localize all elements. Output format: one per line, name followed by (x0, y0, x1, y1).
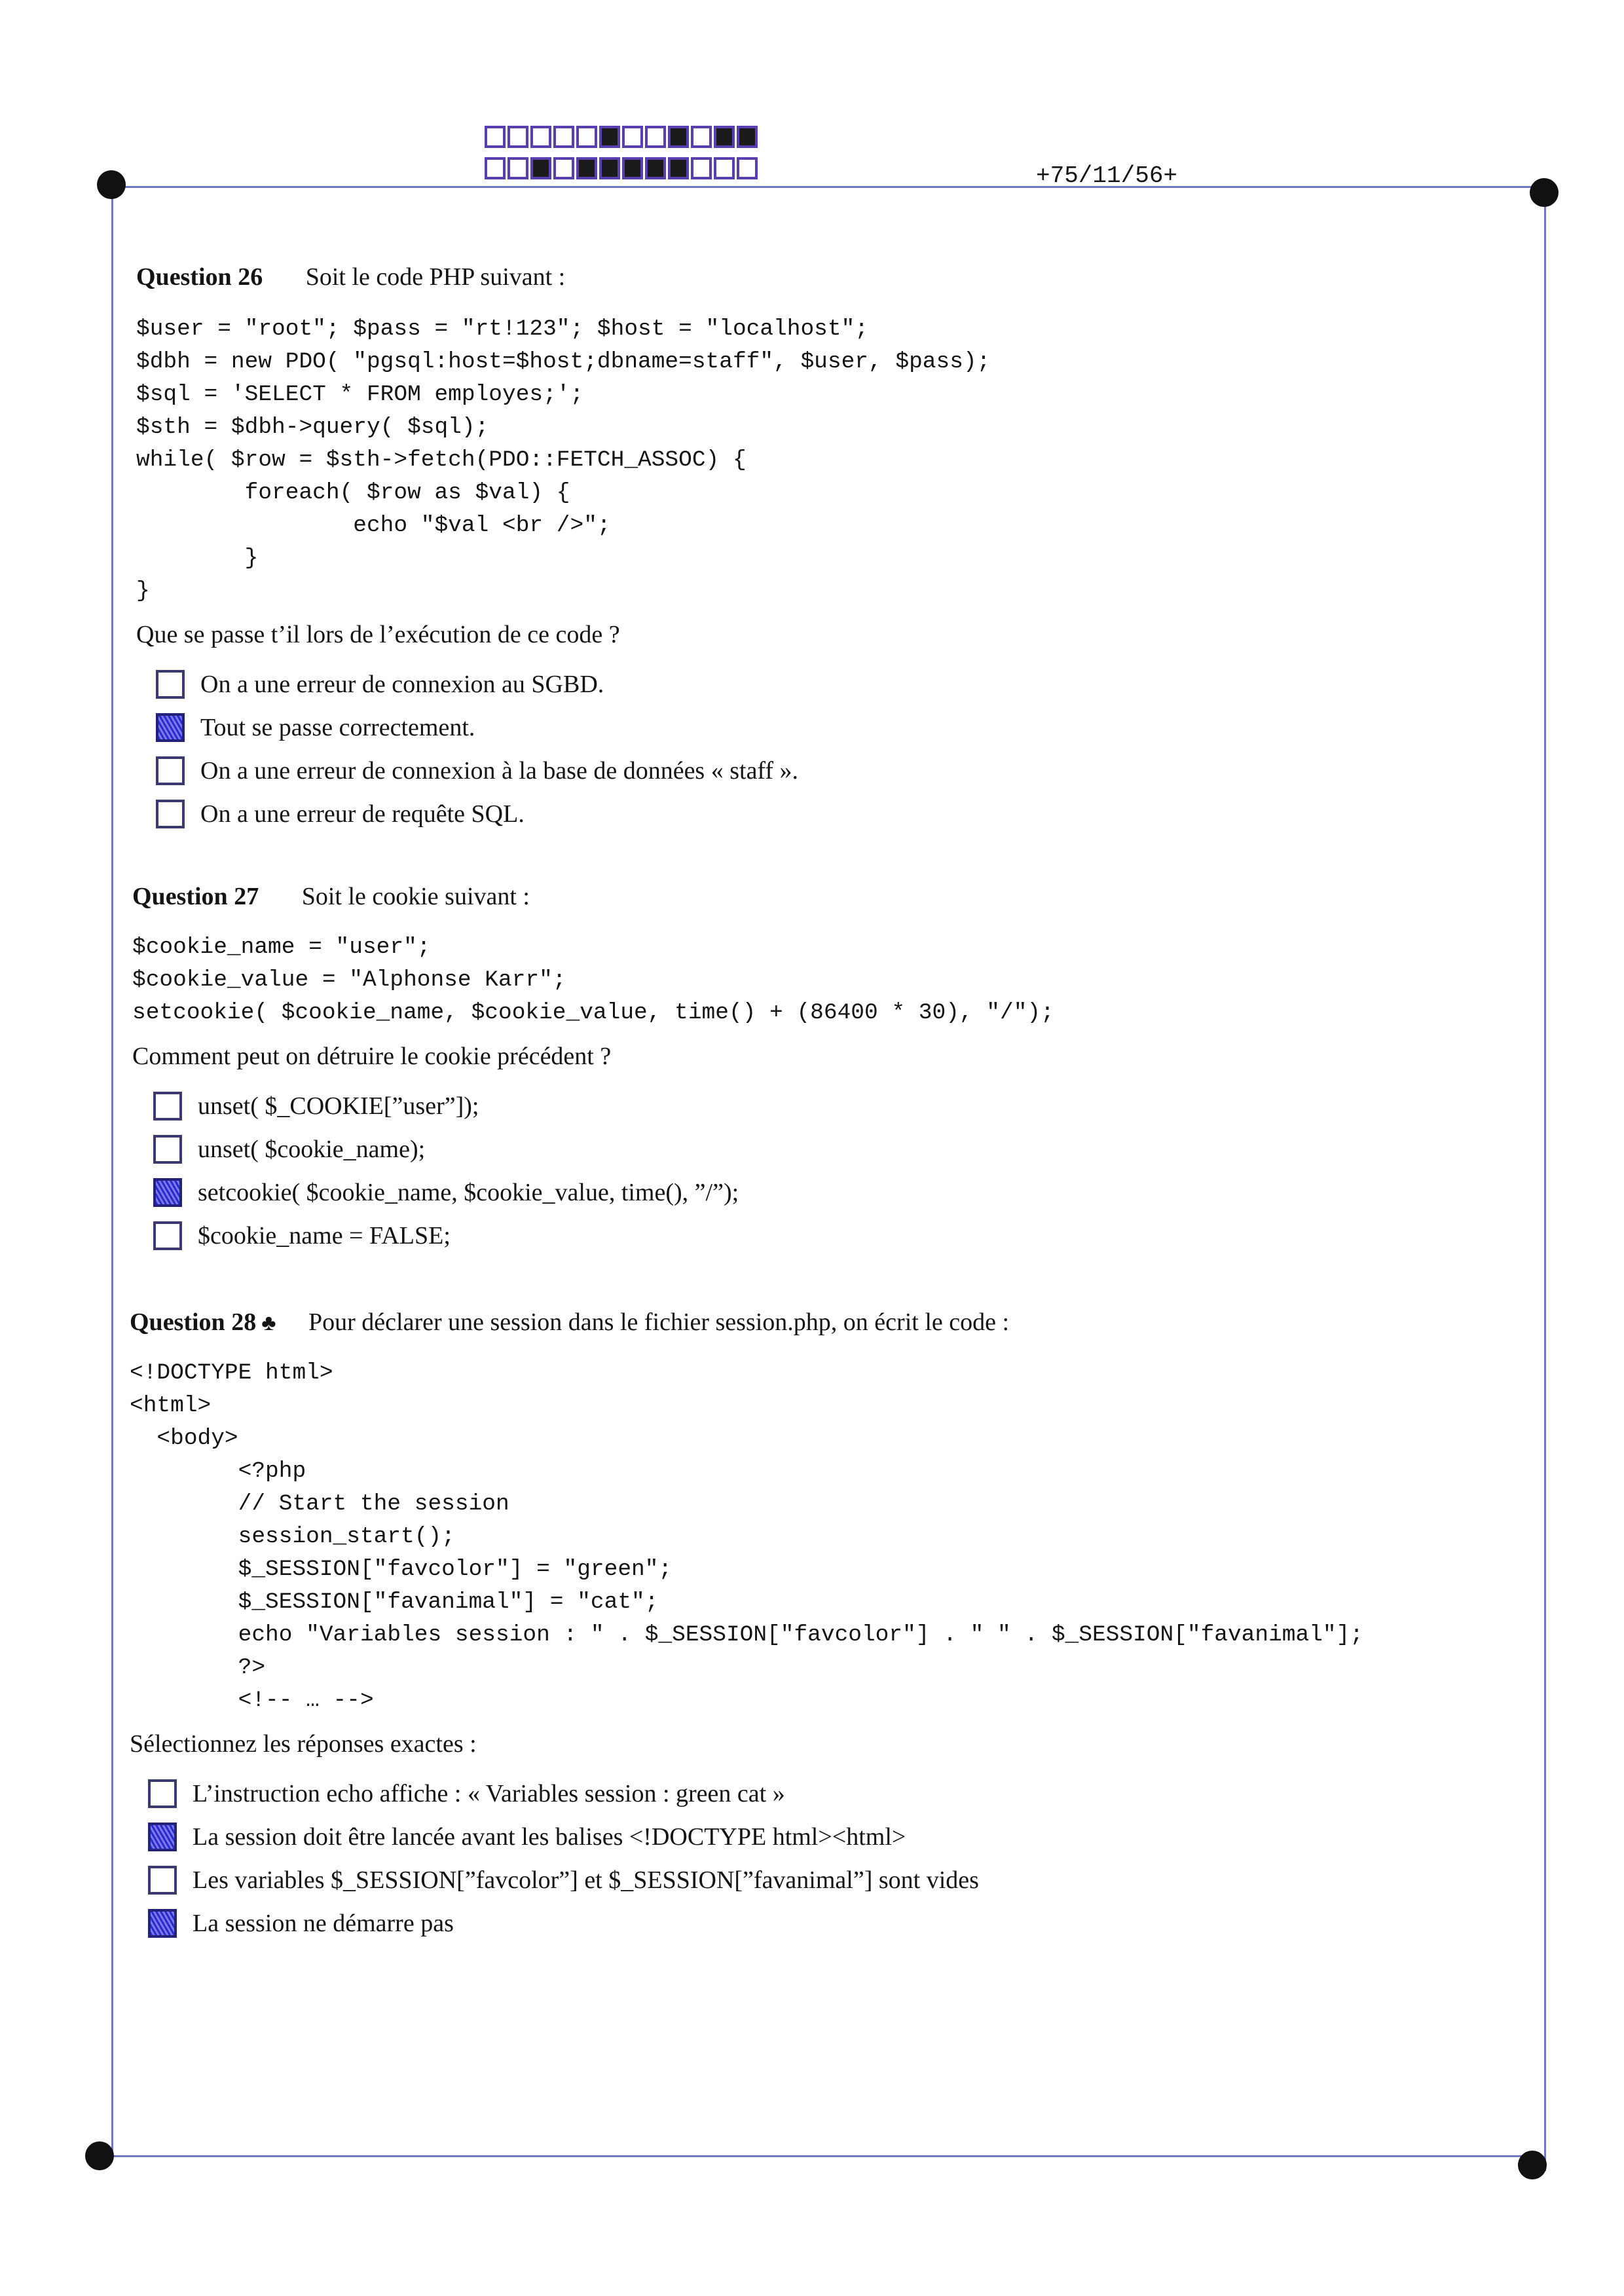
barcode-cell (530, 157, 551, 179)
code-line: foreach( $row as $val) { (136, 480, 570, 506)
answer-checkbox[interactable] (153, 1092, 182, 1120)
question-header (132, 880, 1054, 913)
answer-option[interactable] (156, 663, 990, 706)
barcode-cell (485, 126, 506, 148)
question-intro: Soit le cookie suivant : (301, 883, 530, 910)
multiple-answers-club-icon: ♣ (261, 1311, 276, 1335)
answer-text: On a une erreur de connexion à la base de données « staff ». (200, 757, 799, 785)
corner-mark-bottom-right (1518, 2151, 1547, 2179)
answer-option[interactable] (156, 792, 990, 836)
barcode-cell (737, 157, 758, 179)
code-block (132, 931, 1054, 1029)
answer-option[interactable] (156, 706, 990, 749)
question-label: Question 26 (136, 263, 263, 291)
code-line: $_SESSION["favcolor"] = "green"; (130, 1557, 673, 1582)
answer-option[interactable] (153, 1214, 1054, 1257)
answer-text: On a une erreur de connexion au SGBD. (200, 671, 604, 698)
answer-option[interactable] (148, 1772, 1363, 1815)
answer-option[interactable] (148, 1859, 1363, 1902)
question-prompt: Comment peut on détruire le cookie précédent ? (132, 1043, 612, 1070)
barcode-cell (737, 126, 758, 148)
code-block (130, 1357, 1363, 1717)
answer-text: Tout se passe correctement. (200, 714, 475, 741)
code-line: $sth = $dbh->query( $sql); (136, 415, 489, 440)
question-27 (132, 880, 1054, 1257)
answer-text: Les variables $_SESSION[”favcolor”] et $_SESSION[”favanimal”] sont vides (193, 1866, 979, 1894)
question-28 (130, 1306, 1363, 1945)
answer-checkbox[interactable] (156, 713, 185, 742)
barcode-cell (622, 157, 643, 179)
code-line: } (136, 546, 259, 571)
question-prompt: Que se passe t’il lors de l’exécution de ce code ? (136, 621, 620, 648)
barcode-cell (553, 157, 574, 179)
barcode-cell (622, 126, 643, 148)
frame-top-line (111, 186, 1545, 188)
answer-checkbox[interactable] (156, 670, 185, 699)
code-line: setcookie( $cookie_name, $cookie_value, time() + (86400 * 30), "/"); (132, 1000, 1054, 1026)
answer-option[interactable] (153, 1128, 1054, 1171)
code-line: while( $row = $sth->fetch(PDO::FETCH_ASSOC) { (136, 447, 747, 473)
question-prompt: Sélectionnez les réponses exactes : (130, 1730, 477, 1758)
barcode-cell (576, 126, 597, 148)
answer-text: setcookie( $cookie_name, $cookie_value, time(), ”/”); (198, 1179, 739, 1206)
code-line: } (136, 578, 150, 604)
answer-text: On a une erreur de requête SQL. (200, 800, 525, 828)
code-line: $cookie_value = "Alphonse Karr"; (132, 967, 566, 993)
barcode-cell (576, 157, 597, 179)
question-header (130, 1306, 1363, 1340)
corner-mark-top-right (1530, 178, 1559, 207)
answer-checkbox[interactable] (156, 800, 185, 828)
barcode-cell (553, 126, 574, 148)
frame-right-line (1544, 193, 1546, 2171)
answer-list (153, 1084, 1054, 1257)
answer-checkbox[interactable] (148, 1866, 177, 1895)
answer-text: La session ne démarre pas (193, 1910, 454, 1937)
code-line: $user = "root"; $pass = "rt!123"; $host = "localhost"; (136, 316, 868, 342)
answer-checkbox[interactable] (148, 1823, 177, 1851)
question-intro: Soit le code PHP suivant : (305, 263, 566, 291)
barcode-cell (599, 157, 620, 179)
answer-checkbox[interactable] (156, 756, 185, 785)
answer-option[interactable] (153, 1084, 1054, 1128)
code-block (136, 313, 990, 608)
answer-checkbox[interactable] (153, 1221, 182, 1250)
barcode-row-1 (485, 126, 760, 148)
question-intro: Pour déclarer une session dans le fichier session.php, on écrit le code : (308, 1308, 1010, 1336)
question-label: Question 28 (130, 1308, 257, 1336)
answer-option[interactable] (156, 749, 990, 792)
code-line: echo "Variables session : " . $_SESSION["favcolor"] . " " . $_SESSION["favanimal"]; (130, 1622, 1364, 1648)
question-label: Question 27 (132, 883, 259, 910)
code-line: <body> (130, 1426, 238, 1451)
code-line: <!-- … --> (130, 1688, 374, 1713)
corner-mark-bottom-left (85, 2141, 114, 2170)
answer-checkbox[interactable] (148, 1779, 177, 1808)
code-line: <html> (130, 1393, 212, 1418)
code-line: // Start the session (130, 1491, 509, 1517)
barcode-row-2 (485, 157, 760, 179)
code-line: ?> (130, 1655, 266, 1680)
barcode-cell (485, 157, 506, 179)
answer-list (156, 663, 990, 836)
answer-text: unset( $cookie_name); (198, 1136, 426, 1163)
code-line: echo "$val <br />"; (136, 513, 611, 538)
barcode-cell (714, 126, 735, 148)
code-line: $sql = 'SELECT * FROM employes;'; (136, 382, 584, 407)
page-id: +75/11/56+ (1036, 162, 1178, 189)
answer-checkbox[interactable] (153, 1135, 182, 1164)
question-header (136, 261, 990, 293)
answer-text: La session doit être lancée avant les balises <!DOCTYPE html><html> (193, 1823, 906, 1851)
barcode-cell (714, 157, 735, 179)
barcode-cell (599, 126, 620, 148)
barcode-cell (507, 126, 528, 148)
answer-option[interactable] (148, 1815, 1363, 1859)
barcode-cell (507, 157, 528, 179)
barcode-cell (691, 157, 712, 179)
answer-list (148, 1772, 1363, 1945)
frame-bottom-line (98, 2155, 1542, 2157)
answer-text: unset( $_COOKIE[”user”]); (198, 1092, 479, 1120)
barcode-cell (645, 157, 666, 179)
barcode-cell (645, 126, 666, 148)
answer-text: L’instruction echo affiche : « Variables session : green cat » (193, 1780, 785, 1807)
code-line: <?php (130, 1458, 306, 1484)
code-line: session_start(); (130, 1524, 455, 1549)
answer-checkbox[interactable] (153, 1178, 182, 1207)
code-line: $cookie_name = "user"; (132, 935, 431, 960)
barcode-cell (668, 157, 689, 179)
barcode-cell (691, 126, 712, 148)
barcode-cell (668, 126, 689, 148)
code-line: $_SESSION["favanimal"] = "cat"; (130, 1589, 659, 1615)
answer-option[interactable] (153, 1171, 1054, 1214)
answer-option[interactable] (148, 1902, 1363, 1945)
barcode-cell (530, 126, 551, 148)
question-26 (136, 261, 990, 836)
corner-mark-top-left (97, 170, 126, 199)
answer-text: $cookie_name = FALSE; (198, 1222, 451, 1250)
code-line: <!DOCTYPE html> (130, 1360, 333, 1386)
code-line: $dbh = new PDO( "pgsql:host=$host;dbname=staff", $user, $pass); (136, 349, 991, 375)
answer-checkbox[interactable] (148, 1909, 177, 1938)
frame-left-line (111, 187, 113, 2155)
